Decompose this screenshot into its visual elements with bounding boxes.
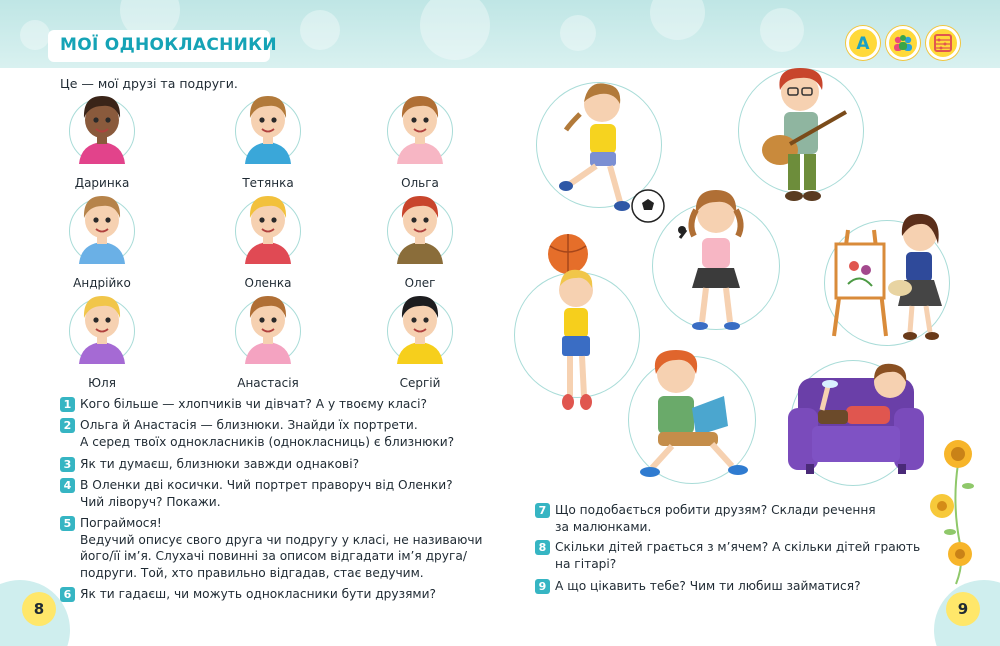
- question-number: 2: [60, 418, 75, 433]
- classmate-name: Олег: [404, 276, 436, 290]
- classmate-name: Юля: [88, 376, 116, 390]
- flowers-decoration: [930, 434, 986, 590]
- page-title: МОЇ ОДНОКЛАСНИКИ: [60, 35, 277, 55]
- boy-basketball-figure: [538, 232, 618, 418]
- classmate-portrait: [387, 98, 453, 164]
- question-text: Що подобається робити друзям? Склади речення за малюнками.: [555, 503, 876, 534]
- question-number: 9: [535, 579, 550, 594]
- classmate-portrait: [69, 198, 135, 264]
- girl-singing-figure: [660, 180, 770, 340]
- classmate-portrait: [235, 98, 301, 164]
- question-text: Як ти думаєш, близнюки завжди однакові?: [80, 457, 360, 471]
- classmate-name: Анастасія: [237, 376, 299, 390]
- question-text: А що цікавить тебе? Чим ти любиш займатися?: [555, 579, 861, 593]
- classmate-name: Сергій: [399, 376, 441, 390]
- classmate-portrait: [235, 198, 301, 264]
- svg-text:A: A: [856, 34, 870, 54]
- question-text: Як ти гадаєш, чи можуть однокласники бути друзями?: [80, 587, 437, 601]
- question-number: 6: [60, 587, 75, 602]
- letter-a-icon: [846, 26, 880, 60]
- question-number: 7: [535, 503, 550, 518]
- question-text: Скільки дітей грається з м’ячем? А скільки дітей грають на гітарі?: [555, 540, 921, 571]
- boy-sofa-figure: [776, 360, 936, 480]
- classmate-name: Тетянка: [242, 176, 294, 190]
- question-text: Кого більше — хлопчиків чи дівчат? А у твоєму класі?: [80, 397, 427, 411]
- classmate-portrait: [69, 98, 135, 164]
- classmate-portrait: [387, 198, 453, 264]
- question-text: В Оленки дві косички. Чий портрет праворуч від Оленки? Чий ліворуч? Покажи.: [80, 478, 453, 509]
- question-number: 1: [60, 397, 75, 412]
- classmate-name: Оленка: [244, 276, 292, 290]
- abacus-icon: [926, 26, 960, 60]
- classmate-name: Ольга: [401, 176, 439, 190]
- classmate-name: Даринка: [74, 176, 130, 190]
- question-number: 5: [60, 516, 75, 531]
- classmate-portrait: [69, 298, 135, 364]
- classmate-portrait: [235, 298, 301, 364]
- boy-reading-figure: [632, 346, 762, 486]
- question-number: 4: [60, 478, 75, 493]
- question-text: Ольга й Анастасія — близнюки. Знайди їх портрети. А серед твоїх однокласників (однокласниць) є близнюки?: [80, 418, 455, 449]
- group-icon: [886, 26, 920, 60]
- classmate-name: Андрійко: [73, 276, 131, 290]
- page-number-left: 8: [22, 592, 56, 626]
- intro-text: Це — мої друзі та подруги.: [60, 76, 238, 91]
- question-number: 3: [60, 457, 75, 472]
- page-number-right: 9: [946, 592, 980, 626]
- girl-painting-figure: [826, 208, 952, 348]
- question-text: Пограймося! Ведучий описує свого друга чи подругу у класі, не називаючи його/її ім’я. Слухачі повинні за описом відгадати ім’я друга/ подруги. Той, хто правильно відгадав, стає ведучим.: [80, 516, 483, 580]
- question-number: 8: [535, 540, 550, 555]
- classmate-portrait: [387, 298, 453, 364]
